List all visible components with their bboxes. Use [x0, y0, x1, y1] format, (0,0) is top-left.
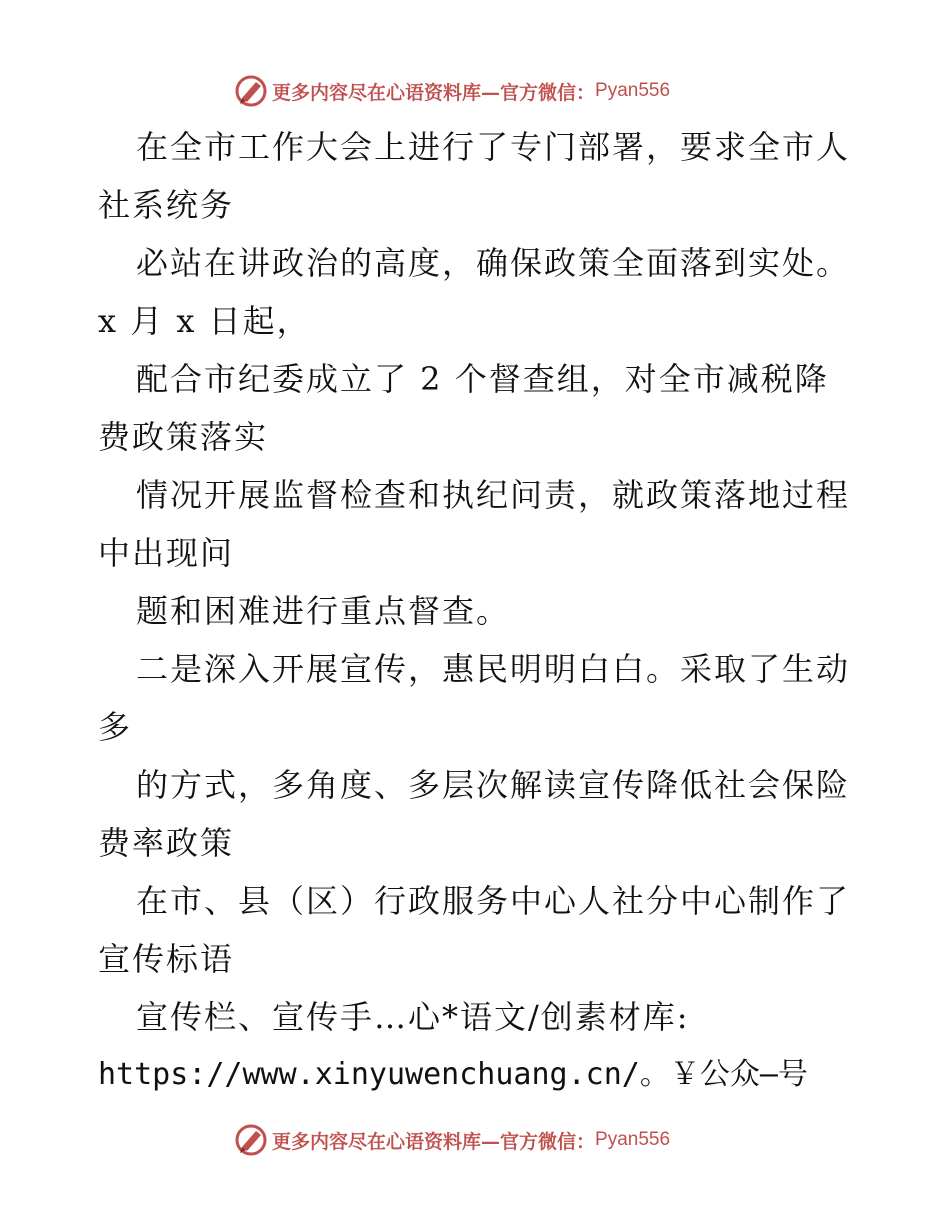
text-line: 宣传标语: [98, 940, 235, 978]
text-line: 费政策落实: [98, 418, 269, 456]
pen-logo-icon: [234, 1123, 268, 1157]
text-line: 多: [98, 708, 133, 746]
text-line: 在市、县（区）行政服务中心人社分中心制作了: [136, 882, 851, 920]
url-line: https://www.xinyuwenchuang.cn/。￥公众—号: [98, 1057, 808, 1092]
text-line: x 月 x 日起，: [98, 302, 311, 340]
text-line: 中出现问: [98, 534, 235, 572]
text-line: 二是深入开展宣传，惠民明明白白。采取了生动: [136, 650, 851, 688]
header-watermark-banner: [234, 71, 670, 111]
document-body: [98, 118, 878, 1104]
text-line: 在全市工作大会上进行了专门部署，要求全市人: [136, 128, 851, 166]
text-line: 情况开展监督检查和执纪问责，就政策落地过程: [136, 476, 851, 514]
text-line: 必站在讲政治的高度，确保政策全面落到实处。: [136, 244, 851, 282]
text-line: 费率政策: [98, 824, 235, 862]
text-line: 社系统务: [98, 186, 235, 224]
banner-wechat-id: Pyan556: [595, 80, 671, 101]
text-line: 题和困难进行重点督查。: [136, 592, 511, 630]
text-line: 的方式，多角度、多层次解读宣传降低社会保险: [136, 766, 851, 804]
banner-wechat-id: Pyan556: [595, 1129, 671, 1150]
text-line: 宣传栏、宣传手…心*语文/创素材库:: [136, 998, 690, 1036]
footer-watermark-banner: [234, 1120, 670, 1160]
text-line: 配合市纪委成立了 2 个督查组，对全市减税降: [136, 360, 829, 398]
banner-text: 更多内容尽在心语资料库—官方微信：: [272, 1130, 596, 1153]
banner-text: 更多内容尽在心语资料库—官方微信：: [272, 81, 596, 104]
pen-logo-icon: [234, 74, 268, 108]
